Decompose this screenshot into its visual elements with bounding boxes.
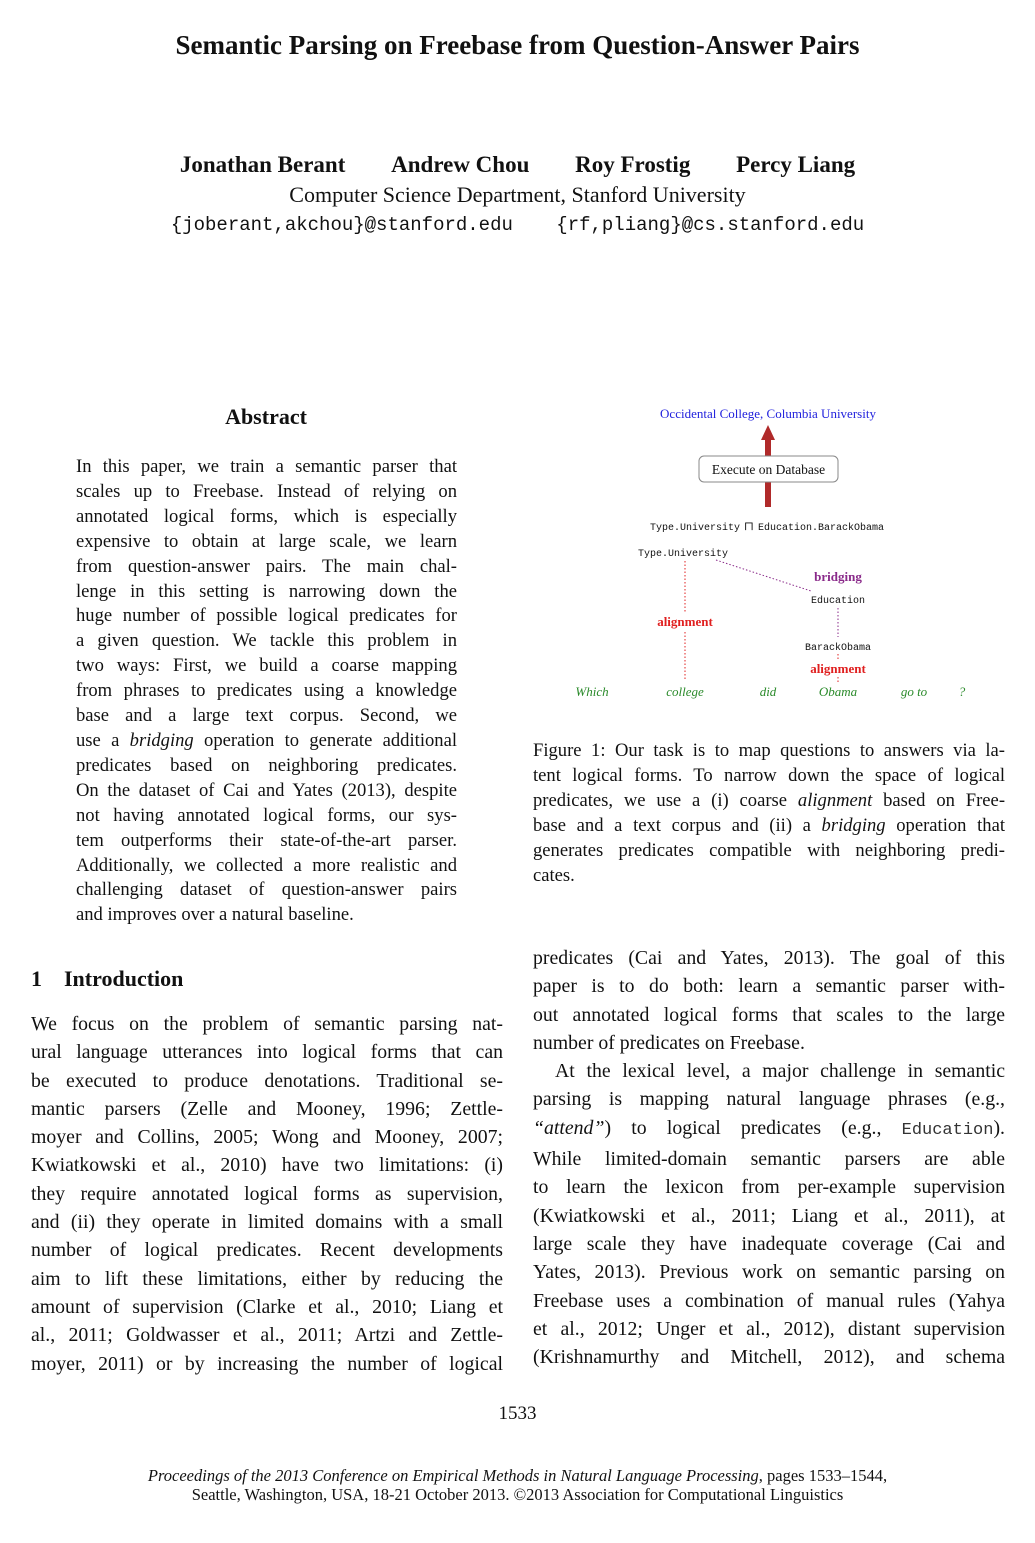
abstract-line: not having annotated logical forms, our sys- xyxy=(76,804,457,826)
author-list xyxy=(0,152,1035,178)
body-line: al., 2011; Goldwasser et al., 2011; Artzi and Zettle- xyxy=(31,1324,503,1347)
caption-line: generates predicates compatible with neighboring predi- xyxy=(533,840,1005,861)
body-line: moyer, 2011) or by increasing the number of logical xyxy=(31,1352,503,1375)
abstract-line: and improves over a natural baseline. xyxy=(76,904,354,926)
body-line: number of predicates on Freebase. xyxy=(533,1031,805,1054)
footer-line: Seattle, Washington, USA, 18-21 October 2013. ©2013 Association for Computational Linguistics xyxy=(191,1485,844,1504)
question-word: college xyxy=(666,684,704,699)
question-word: Obama xyxy=(818,684,858,699)
question-word: go to xyxy=(900,684,928,699)
body-line: they require annotated logical forms as supervision, xyxy=(31,1182,503,1205)
body-line: We focus on the problem of semantic parsing nat- xyxy=(31,1013,503,1035)
proceedings-title: Proceedings of the 2013 Conference on Empirical Methods in Natural Language Processing xyxy=(147,1466,759,1485)
body-line: ural language utterances into logical forms that can xyxy=(31,1041,503,1064)
body-line: paper is to do both: learn a semantic parser with- xyxy=(533,975,1005,998)
author-name: Jonathan Berant xyxy=(179,152,346,177)
figure-1-diagram xyxy=(533,395,1005,705)
emphasis: alignment xyxy=(797,790,873,811)
body-line: moyer and Collins, 2005; Wong and Mooney, 2007; xyxy=(31,1126,503,1149)
abstract-line: from question-answer pairs. The main chal- xyxy=(76,555,457,577)
caption-line: tent logical forms. To narrow down the space of logical xyxy=(533,765,1005,786)
section-heading xyxy=(31,966,183,992)
formula-right: Education.BarackObama xyxy=(758,523,885,534)
footer-text: , pages 1533–1544, xyxy=(758,1466,888,1485)
caption-text: predicates, we use a (i) coarse xyxy=(533,790,798,811)
emphasis: “attend” xyxy=(533,1116,605,1139)
abstract-line: annotated logical forms, which is especially xyxy=(76,505,457,527)
author-name: Andrew Chou xyxy=(391,152,530,177)
right-column-text xyxy=(533,944,1005,1371)
abstract-line xyxy=(76,729,457,754)
section-number: 1 xyxy=(31,966,42,991)
abstract-line: lenge in this setting is narrowing down the xyxy=(76,580,457,602)
caption-line xyxy=(533,788,1005,813)
abstract-line: Additionally, we collected a more realistic and xyxy=(76,854,457,876)
body-line: to learn the lexicon from per-example supervision xyxy=(533,1176,1005,1199)
abstract-line: base and a large text corpus. Second, we xyxy=(76,705,457,727)
abstract-body xyxy=(76,455,457,928)
body-line: (Kwiatkowski et al., 2011; Liang et al., 2011), at xyxy=(533,1204,1005,1227)
question-word: ? xyxy=(958,684,966,699)
caption-line: Figure 1: Our task is to map questions to answers via la- xyxy=(533,740,1005,761)
body-line xyxy=(533,1114,1005,1145)
caption-text: base and a text corpus and (ii) a xyxy=(533,815,822,836)
body-line: amount of supervision (Clarke et al., 2010; Liang et xyxy=(31,1295,503,1318)
page-number: 1533 xyxy=(498,1403,537,1424)
body-line: be executed to produce denotations. Traditional se- xyxy=(31,1069,503,1092)
proceedings-footer xyxy=(0,1466,1035,1504)
body-line: out annotated logical forms that scales to the large xyxy=(533,1003,1005,1026)
body-line: parsing is mapping natural language phrases (e.g., xyxy=(533,1088,1005,1111)
abstract-line-text: use a xyxy=(76,729,130,751)
abstract-line: two ways: First, we build a coarse mapping xyxy=(76,655,457,677)
body-text: ). xyxy=(993,1116,1005,1139)
caption-text: operation that xyxy=(885,815,1005,836)
abstract-line: tem outperforms their state-of-the-art parser. xyxy=(76,829,457,851)
type-university-node: Type.University xyxy=(638,549,729,560)
body-line: Freebase uses a combination of manual rules (Yahya xyxy=(533,1289,1005,1312)
execute-label: Execute on Database xyxy=(711,462,826,477)
emphasis: bridging xyxy=(821,815,886,836)
formula-left: Type.University xyxy=(650,523,741,534)
abstract-heading: Abstract xyxy=(225,404,307,429)
question-word: Which xyxy=(575,684,609,699)
barackobama-node: BarackObama xyxy=(804,643,872,654)
body-line: While limited-domain semantic parsers are able xyxy=(533,1148,1005,1171)
body-line: (Krishnamurthy and Mitchell, 2012), and schema xyxy=(533,1346,1005,1369)
body-line: et al., 2012; Unger et al., 2012), distant supervision xyxy=(533,1317,1005,1340)
inline-code: Education xyxy=(901,1120,994,1140)
abstract-line: expensive to obtain at large scale, we learn xyxy=(76,530,457,552)
body-line: aim to lift these limitations, either by reducing the xyxy=(31,1267,503,1290)
left-column-text xyxy=(31,1010,503,1378)
body-line: Kwiatkowski et al., 2010) have two limitations: (i) xyxy=(31,1154,503,1177)
body-line: large scale they have inadequate coverage (Cai and xyxy=(533,1232,1005,1255)
paper-title: Semantic Parsing on Freebase from Question-Answer Pairs xyxy=(175,30,860,60)
abstract-line: from phrases to predicates using a knowledge xyxy=(76,680,457,702)
abstract-line: In this paper, we train a semantic parser that xyxy=(76,456,457,477)
education-node: Education xyxy=(810,596,866,607)
affiliation: Computer Science Department, Stanford University xyxy=(289,182,746,207)
body-line: number of logical predicates. Recent developments xyxy=(31,1239,503,1262)
formula-operator: ⊓ xyxy=(744,519,755,533)
caption-line: cates. xyxy=(533,865,575,886)
body-line: and (ii) they operate in limited domains with a small xyxy=(31,1211,503,1234)
caption-line xyxy=(533,813,1005,838)
body-line: predicates (Cai and Yates, 2013). The goal of this xyxy=(533,947,1005,969)
body-line: Yates, 2013). Previous work on semantic parsing on xyxy=(533,1261,1005,1284)
execute-arrow-head xyxy=(761,425,775,440)
caption-text: based on Free- xyxy=(872,790,1006,811)
bridging-label: bridging xyxy=(814,569,862,584)
answer-text: Occidental College, Columbia University xyxy=(660,406,876,421)
email-address: {rf,pliang}@cs.stanford.edu xyxy=(556,214,865,236)
abstract-line: predicates based on neighboring predicates. xyxy=(76,754,457,776)
body-line: At the lexical level, a major challenge in semantic xyxy=(555,1060,1005,1083)
bridging-link xyxy=(716,560,811,591)
figure-caption xyxy=(533,738,1005,888)
author-name: Roy Frostig xyxy=(575,152,691,177)
section-title: Introduction xyxy=(64,966,184,991)
emphasis: bridging xyxy=(129,729,194,751)
body-line: mantic parsers (Zelle and Mooney, 1996; Zettle- xyxy=(31,1097,503,1120)
abstract-line: On the dataset of Cai and Yates (2013), despite xyxy=(76,779,457,801)
email-address: {joberant,akchou}@stanford.edu xyxy=(170,214,513,236)
abstract-line: a given question. We tackle this problem in xyxy=(76,630,457,652)
footer-line xyxy=(0,1466,1035,1485)
abstract-line-text: operation to generate additional xyxy=(193,729,457,751)
body-text: ) to logical predicates (e.g., xyxy=(604,1116,902,1139)
alignment-label-left: alignment xyxy=(657,614,713,629)
question-word: did xyxy=(759,684,777,699)
abstract-line: challenging dataset of question-answer pairs xyxy=(76,879,457,901)
abstract-line: scales up to Freebase. Instead of relying on xyxy=(76,480,457,502)
email-list xyxy=(0,214,1035,236)
author-name: Percy Liang xyxy=(736,152,856,177)
abstract-line: huge number of possible logical predicates for xyxy=(76,605,457,627)
alignment-label-right: alignment xyxy=(810,661,866,676)
